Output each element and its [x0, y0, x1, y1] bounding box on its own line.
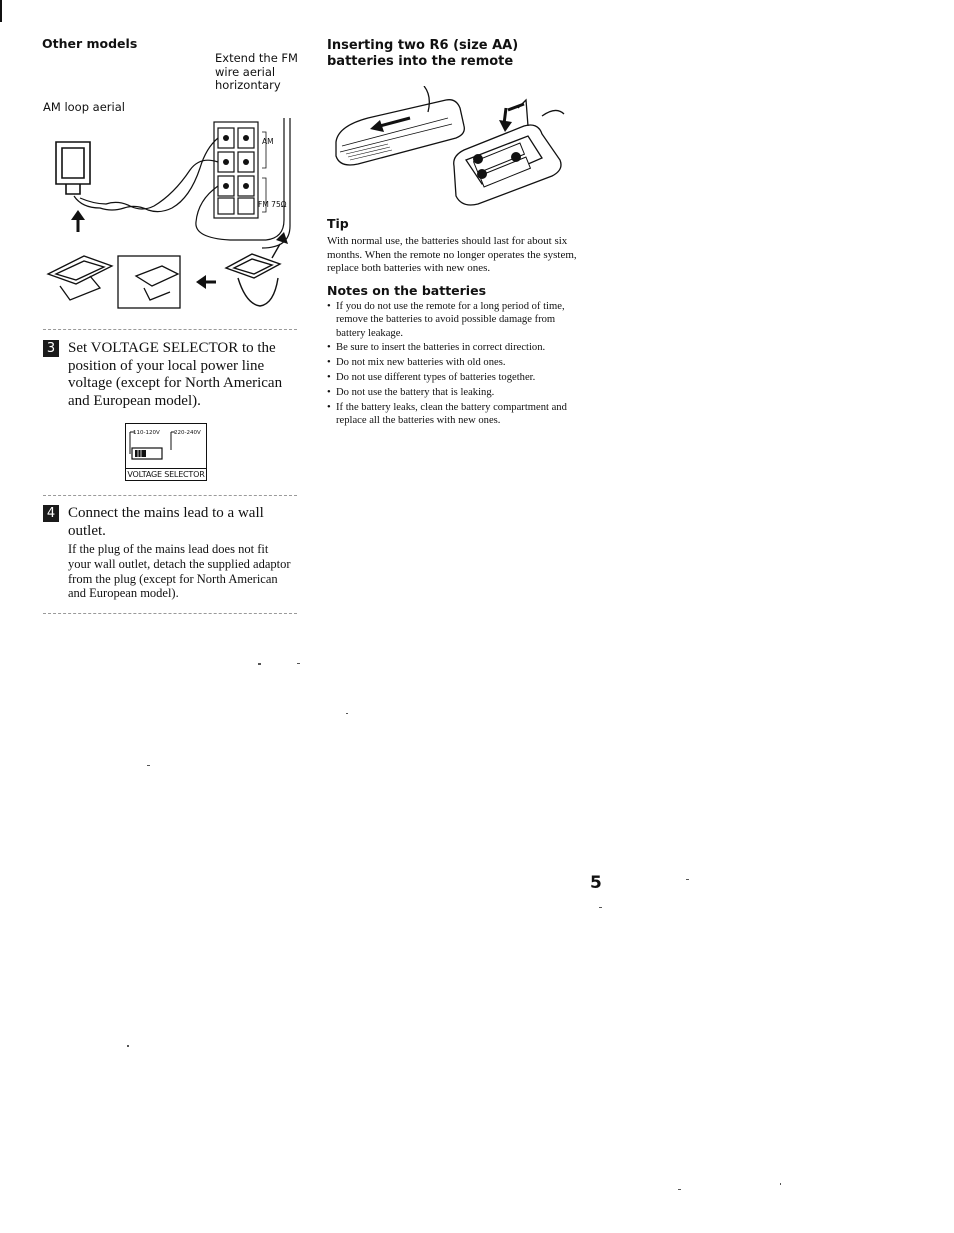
fm-aerial-caption: Extend the FM wire aerial horizontary	[215, 51, 298, 92]
scan-speck	[346, 713, 348, 714]
voltage-high-label: 220-240V	[174, 430, 201, 436]
remote-battery-illustration	[328, 86, 573, 212]
list-item: • Be sure to insert the batteries in correct direction.	[327, 341, 581, 354]
step-4-text: Connect the mains lead to a wall outlet.	[68, 505, 264, 539]
scan-speck	[599, 907, 602, 908]
step-3-text: Set VOLTAGE SELECTOR to the position of your local power line voltage (except for North American and European model).	[68, 340, 283, 409]
aerial-connection-illustration	[40, 108, 300, 318]
list-item: • Do not use different types of batteries together.	[327, 371, 581, 384]
scan-speck	[127, 1045, 129, 1047]
scan-speck	[147, 765, 150, 766]
notes-heading: Notes on the batteries	[327, 283, 487, 298]
section-divider	[43, 613, 297, 614]
list-item: • If you do not use the remote for a long period of time, remove the batteries to avoid possible damage from battery leakage.	[327, 300, 581, 340]
am-aerial-caption: AM loop aerial	[43, 100, 125, 114]
section-divider	[43, 329, 297, 330]
step-4-number: 4	[43, 505, 59, 522]
batteries-heading: Inserting two R6 (size AA) batteries into the remote	[327, 38, 519, 69]
voltage-low-label: 110-120V	[133, 430, 160, 436]
scan-speck	[678, 1189, 681, 1190]
battery-notes-list	[327, 300, 581, 429]
am-jack-label: AM	[262, 137, 274, 146]
other-models-heading: Other models	[42, 36, 138, 51]
step-3-number: 3	[43, 340, 59, 357]
scan-speck	[686, 879, 689, 880]
list-item: • Do not use the battery that is leaking.	[327, 386, 581, 399]
scan-speck	[297, 663, 300, 664]
scan-speck	[780, 1183, 781, 1185]
page-edge-mark	[0, 0, 2, 22]
list-item: • If the battery leaks, clean the battery compartment and replace all the batteries with new ones.	[327, 401, 581, 428]
step-4-detail: If the plug of the mains lead does not fit your wall outlet, detach the supplied adaptor from the plug (except for North American and European model).	[68, 542, 291, 601]
tip-text: With normal use, the batteries should last for about six months. When the remote no longer operates the system, replace both batteries with new ones.	[327, 235, 577, 274]
scan-speck	[258, 663, 261, 665]
voltage-selector-illustration	[125, 423, 207, 481]
list-item: • Do not mix new batteries with old ones.	[327, 356, 581, 369]
voltage-selector-label: VOLTAGE SELECTOR	[125, 468, 207, 481]
fm-jack-label: FM 75Ω	[258, 200, 287, 209]
page-number: 5	[590, 873, 602, 893]
section-divider	[43, 495, 297, 496]
tip-heading: Tip	[327, 216, 349, 231]
